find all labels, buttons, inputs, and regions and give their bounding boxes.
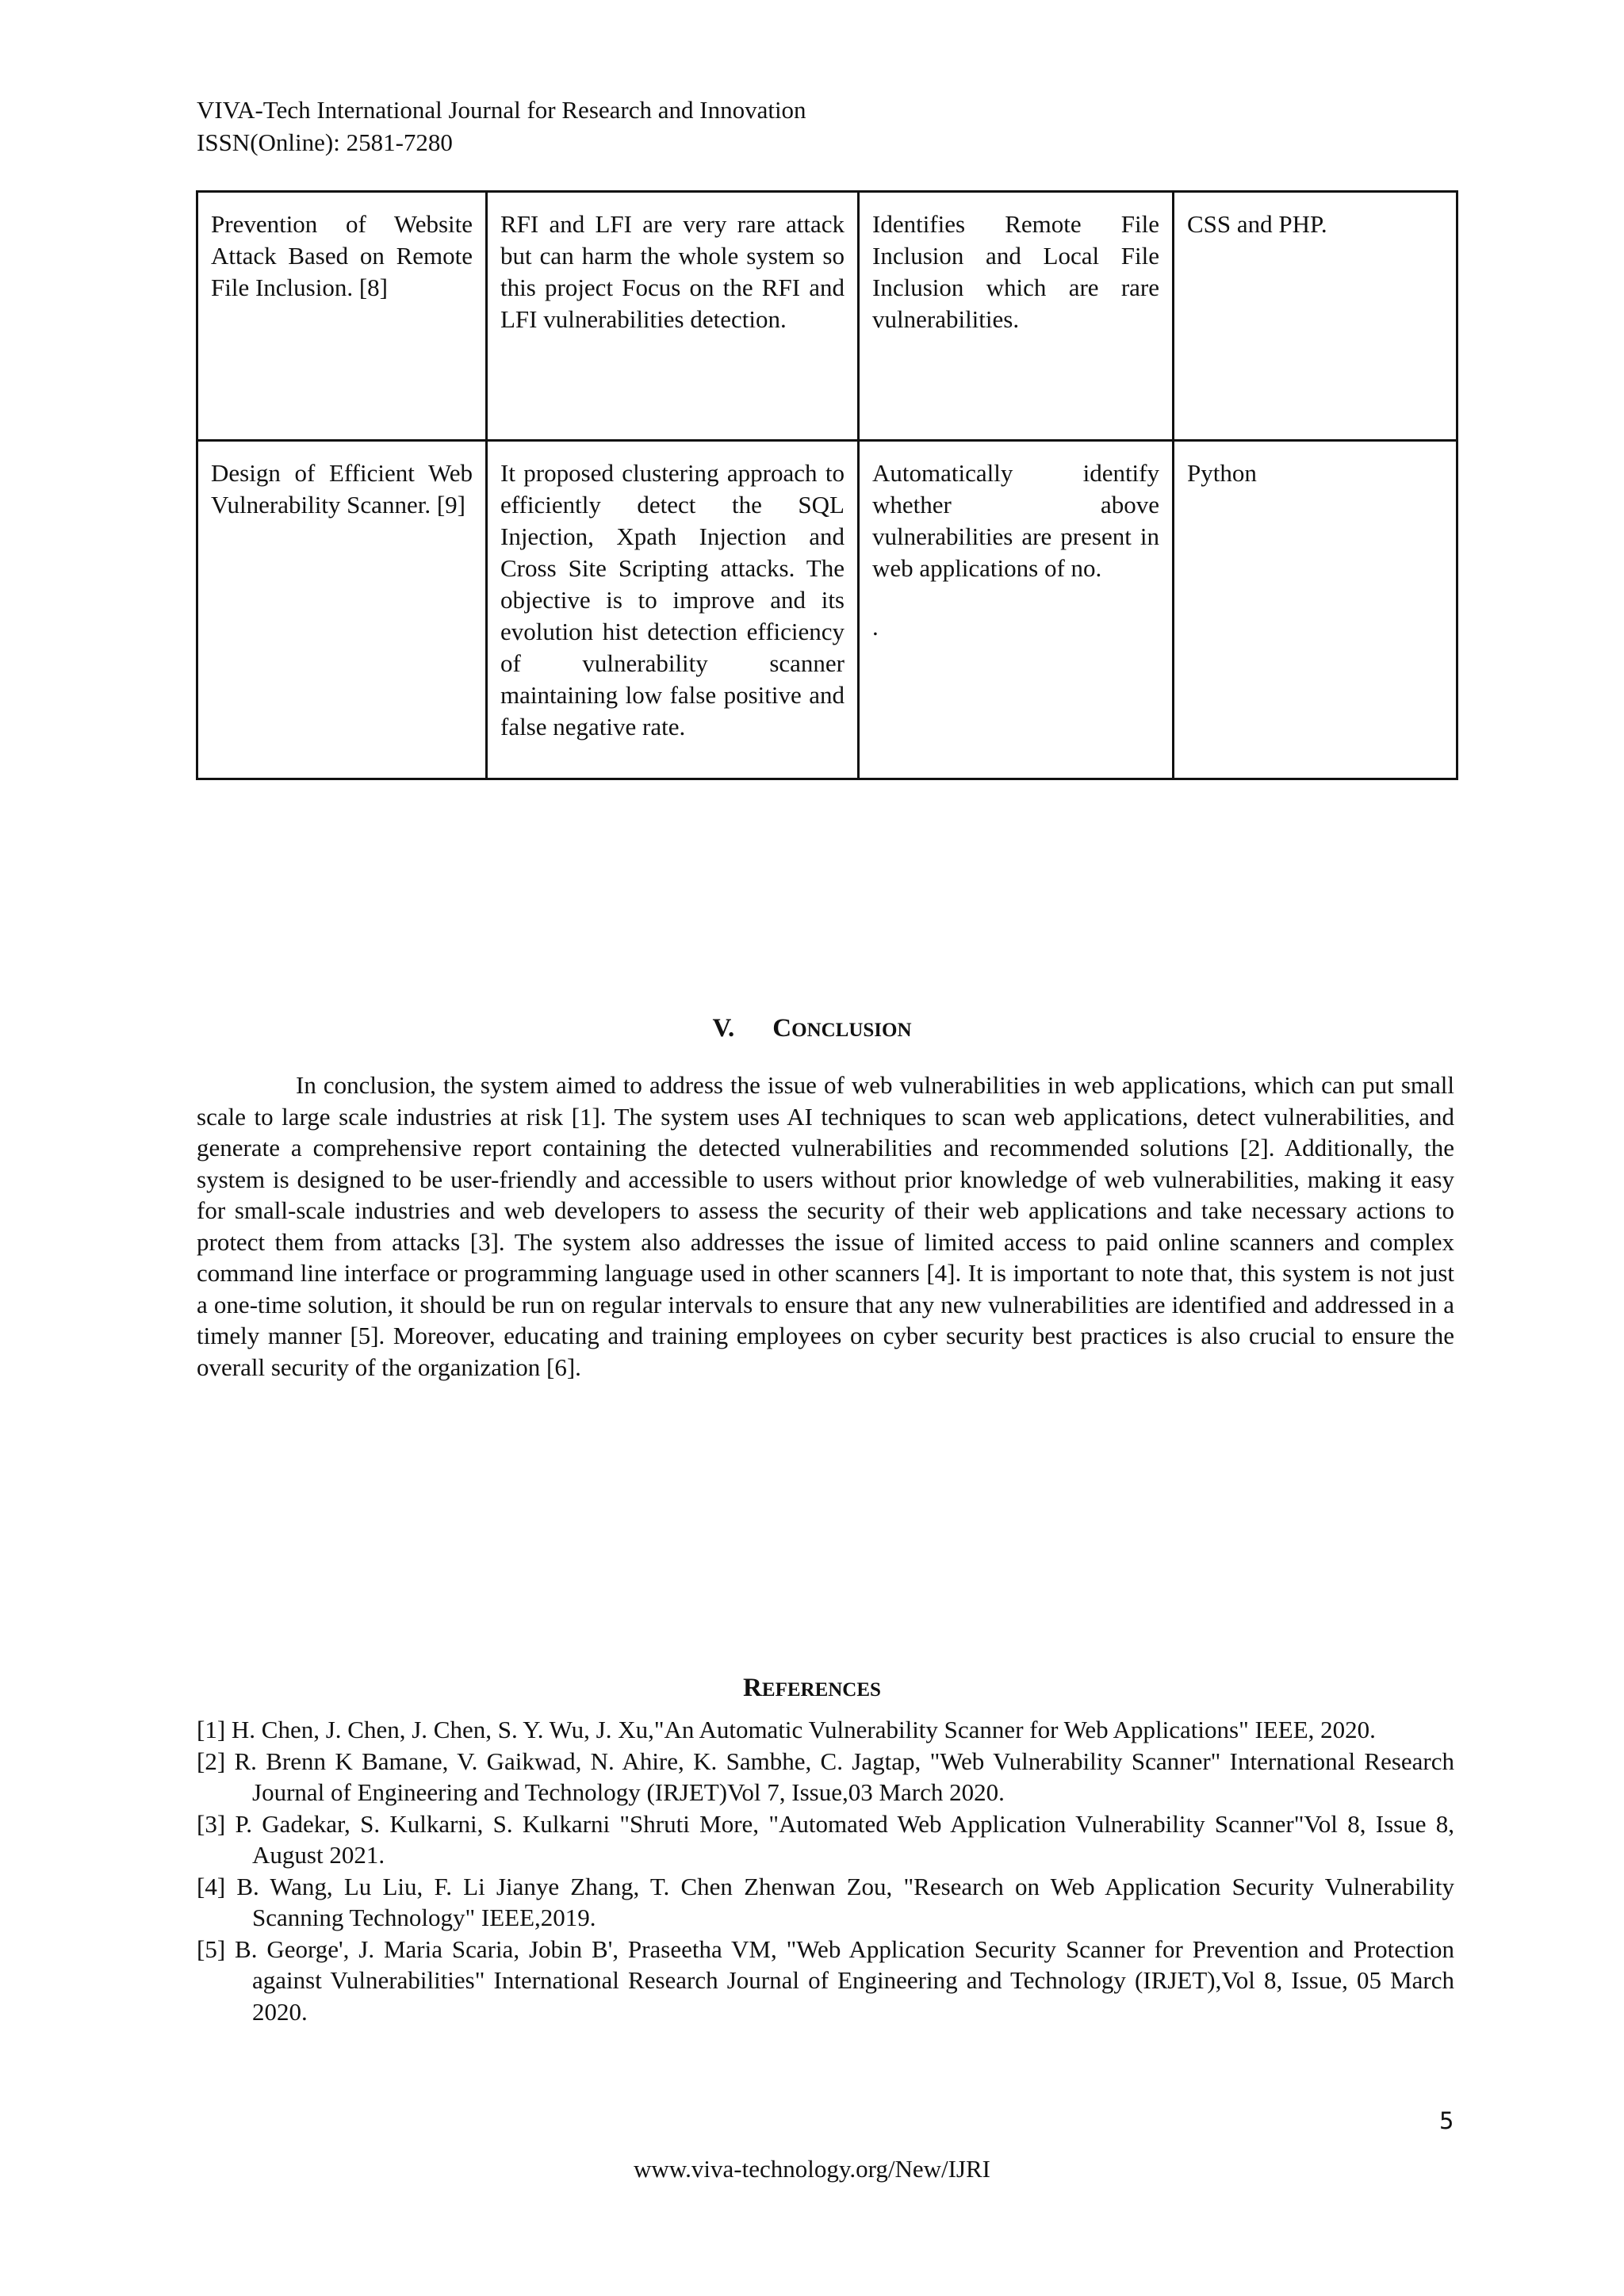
- table-cell-technology: CSS and PHP.: [1174, 192, 1457, 441]
- reference-item: [5] B. George', J. Maria Scaria, Jobin B', Praseetha VM, "Web Application Security Scanner for Prevention and Protection against Vulnerabilities" International Research Journal of Engineering and Technology (IRJET),Vol 8, Issue, 05 March 2020.: [197, 1934, 1454, 2026]
- journal-header: [197, 94, 806, 159]
- conclusion-paragraph: In conclusion, the system aimed to address the issue of web vulnerabilities in web applications, which can put small scale to large scale industries at risk [1]. The system uses AI techniques to scan web applications, detect vulnerabilities, and generate a comprehensive report containing the detected vulnerabilities and recommended solutions [2]. Additionally, the system is designed to be user-friendly and accessible to users without prior knowledge of web vulnerabilities, making it easy for small-scale industries and web developers to assess the security of their web applications and take necessary actions to protect them from attacks [3]. The system also addresses the issue of limited access to paid online scanners and complex command line interface or programming language used in other scanners [4]. It is important to note that, this system is not just a one-time solution, it should be run on regular intervals to ensure that any new vulnerabilities are identified and addressed in a timely manner [5]. Moreover, educating and training employees on cyber security best practices is also crucial to ensure the overall security of the organization [6].: [197, 1071, 1454, 1381]
- table-row: [197, 441, 1457, 779]
- table-cell-features: [859, 441, 1174, 779]
- heading-initial: C: [772, 1014, 792, 1043]
- page-number: 5: [1439, 2107, 1454, 2134]
- references-heading: [0, 1673, 1624, 1703]
- table-cell-description: RFI and LFI are very rare attack but can harm the whole system so this project Focus on the RFI and LFI vulnerabilities detection.: [487, 192, 859, 441]
- table-cell-description: It proposed clustering approach to efficiently detect the SQL Injection, Xpath Injection and Cross Site Scripting attacks. The objective is to improve and its evolution hist detection efficiency of vulnerability scanner maintaining low false positive and false negative rate.: [487, 441, 859, 779]
- conclusion-heading: [0, 1013, 1624, 1043]
- reference-item: [1] H. Chen, J. Chen, J. Chen, S. Y. Wu, J. Xu,"An Automatic Vulnerability Scanner for Web Applications" IEEE, 2020.: [197, 1716, 1376, 1743]
- table-cell-title: Prevention of Website Attack Based on Remote File Inclusion. [8]: [197, 192, 487, 441]
- heading-rest: ONCLUSION: [791, 1020, 912, 1041]
- footer-url: www.viva-technology.org/New/IJRI: [634, 2155, 990, 2183]
- table-cell-title: Design of Efficient Web Vulnerability Scanner. [9]: [197, 441, 487, 779]
- heading-initial: R: [743, 1674, 762, 1702]
- table-cell-technology: Python: [1174, 441, 1457, 779]
- features-text: Automatically identify whether above vulnerabilities are present in web applications of no.: [872, 459, 1159, 582]
- journal-issn: ISSN(Online): 2581-7280: [197, 128, 453, 156]
- reference-item: [4] B. Wang, Lu Liu, F. Li Jianye Zhang, T. Chen Zhenwan Zou, "Research on Web Application Security Vulnerability Scanning Technology" IEEE,2019.: [197, 1872, 1454, 1931]
- table-row: [197, 192, 1457, 441]
- reference-item: [3] P. Gadekar, S. Kulkarni, S. Kulkarni "Shruti More, "Automated Web Application Vulnerability Scanner"Vol 8, Issue 8, August 2021.: [197, 1809, 1454, 1869]
- section-number: V.: [712, 1014, 735, 1043]
- table-cell-features: Identifies Remote File Inclusion and Local File Inclusion which are rare vulnerabilities.: [859, 192, 1174, 441]
- reference-item: [2] R. Brenn K Bamane, V. Gaikwad, N. Ahire, K. Sambhe, C. Jagtap, "Web Vulnerability Scanner" International Research Journal of Engineering and Technology (IRJET)Vol 7, Issue,03 March 2020.: [197, 1747, 1454, 1806]
- journal-name: VIVA-Tech International Journal for Research and Innovation: [197, 96, 806, 124]
- reference-list: [197, 1714, 1454, 2027]
- heading-rest: EFERENCES: [761, 1679, 881, 1701]
- literature-review-table: [196, 190, 1458, 780]
- features-trailing-dot: .: [872, 613, 879, 641]
